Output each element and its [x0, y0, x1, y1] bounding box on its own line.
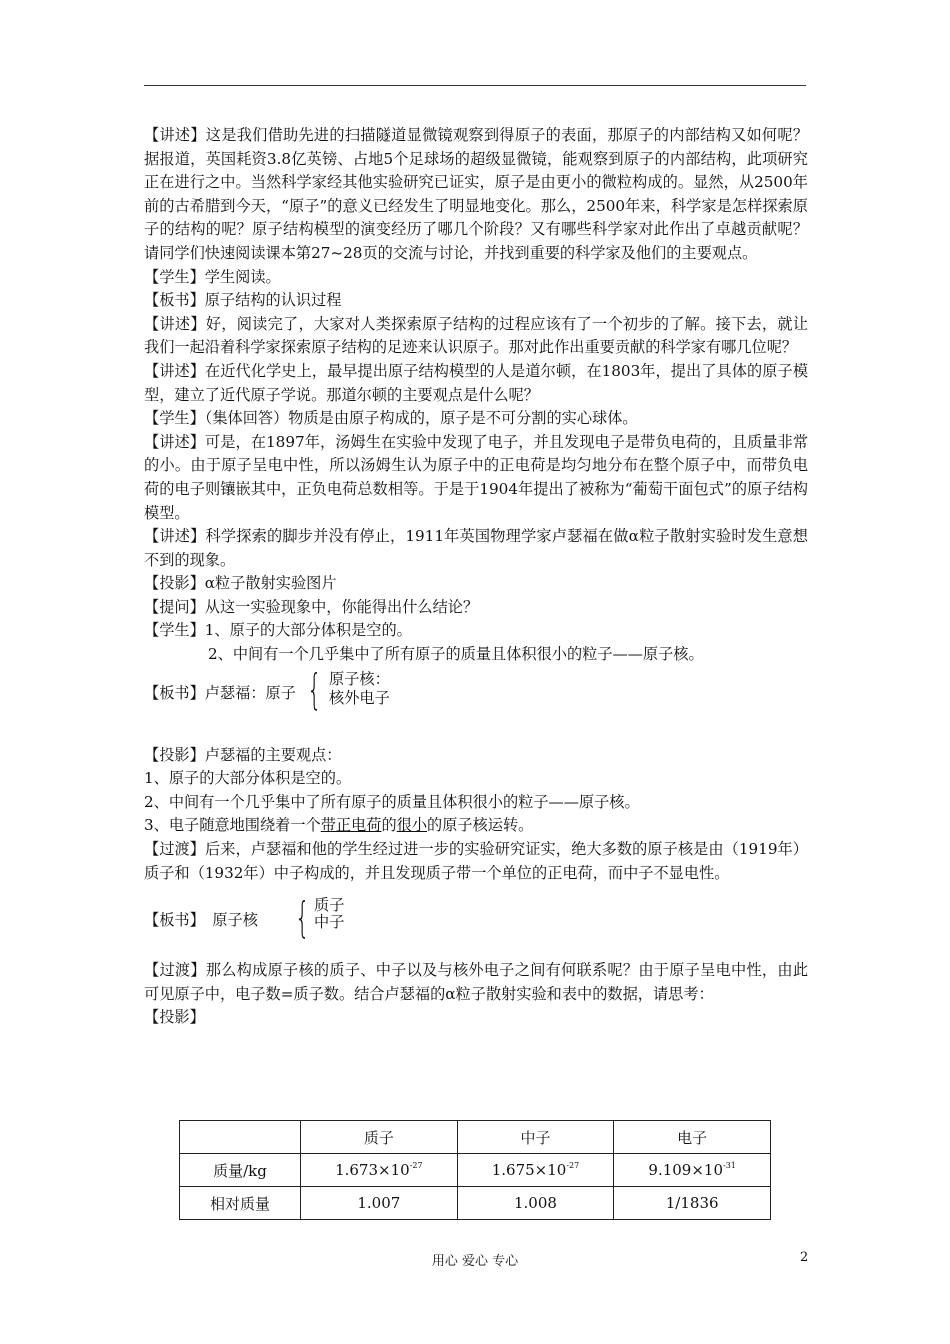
brace-item: 核外电子: [329, 688, 390, 707]
table-header-row: [180, 1121, 771, 1154]
table-header: 质子: [301, 1121, 458, 1154]
transition-2: 【过渡】那么构成原子核的质子、中子以及与核外电子之间有何联系呢？由于原子呈电中性，由此可见原子中，电子数=质子数。结合卢瑟福的α粒子散射实验和表中的数据，请思考：: [144, 961, 808, 1003]
table-header: 中子: [457, 1121, 614, 1154]
paragraph: 【学生】学生阅读。: [144, 267, 281, 286]
brace-item: 质子: [314, 896, 345, 915]
table-header: [180, 1121, 301, 1154]
document-body: [144, 124, 808, 1030]
paragraph: 【讲述】在近代化学史上，最早提出原子结构模型的人是道尔顿，在1803年，提出了具体的原子模型，建立了近代原子学说。那道尔顿的主要观点是什么呢？: [144, 361, 809, 404]
board-nucleus: [144, 893, 808, 945]
board-label: 【板书】 原子核: [144, 911, 258, 930]
paragraph: 【投影】α粒子散射实验图片: [144, 574, 337, 593]
table-cell: 质量/kg: [180, 1154, 301, 1187]
paragraph: 【讲述】这是我们借助先进的扫描隧道显微镜观察到得原子的表面，那原子的内部结构又如何呢？据报道，英国耗资3.8亿英镑、占地5个足球场的超级显微镜，能观察到原子的内部结构，此项研究正在进行之中。当然科学家经其他实验研究已证实，原子是由更小的微粒构成的。显然，从2500年前的古希腊到今天，“原子”的意义已经发生了明显地变化。那么，2500年来，科学家是怎样探索原子的结构的呢？原子结构模型的演变经历了哪几个阶段？又有哪些科学家对此作出了卓越贡献呢？请同学们快速阅读课本第27~28页的交流与讨论，并找到重要的科学家及他们的主要观点。: [144, 126, 809, 262]
table-row: [180, 1154, 771, 1187]
brace-item: 中子: [314, 913, 345, 932]
table-cell: $1.673\times 10^{-27}$: [301, 1154, 458, 1187]
table-header: 电子: [614, 1121, 771, 1154]
table-cell: 1.008: [457, 1187, 614, 1220]
brace-icon: {: [295, 893, 310, 943]
header-rule: [144, 85, 806, 86]
point-3: 3、电子随意地围绕着一个带正电荷的很小的原子核运转。: [144, 816, 534, 835]
table-cell: 1/1836: [614, 1187, 771, 1220]
board-label: 【板书】卢瑟福：原子: [144, 683, 296, 702]
projection-2: 【投影】: [144, 1008, 205, 1027]
point-2: 2、中间有一个几乎集中了所有原子的质量且体积很小的粒子——原子核。: [144, 792, 640, 811]
paragraph: 【讲述】科学探索的脚步并没有停止，1911年英国物理学家卢瑟福在做α粒子散射实验时发生意想不到的现象。: [144, 527, 808, 569]
page-number: 2: [800, 1250, 809, 1265]
table-cell: 1.007: [301, 1187, 458, 1220]
paragraph: 【学生】（集体回答）物质是由原子构成的，原子是不可分割的实心球体。: [144, 409, 638, 428]
table-cell: $9.109\times 10^{-31}$: [614, 1154, 771, 1187]
brace-items: [329, 670, 390, 708]
paragraph: 【板书】原子结构的认识过程: [144, 291, 342, 310]
paragraph: 【提问】从这一实验现象中，你能得出什么结论？: [144, 597, 479, 616]
brace-item: 原子核：: [329, 669, 390, 688]
paragraph: 【学生】1、原子的大部分体积是空的。: [144, 621, 412, 640]
projection-title: 【投影】卢瑟福的主要观点：: [144, 745, 342, 764]
transition-1: 【过渡】后来，卢瑟福和他的学生经过进一步的实验研究证实，绝大多数的原子核是由（1919年）质子和（1932年）中子构成的，并且发现质子带一个单位的正电荷，而中子不显电性。: [144, 840, 808, 882]
board-rutherford: [144, 664, 808, 718]
particle-table: [179, 1120, 771, 1220]
student-point-2: 2、中间有一个几乎集中了所有原子的质量且体积很小的粒子——原子核。: [208, 645, 704, 664]
table-cell: $1.675\times 10^{-27}$: [457, 1154, 614, 1187]
table-cell: 相对质量: [180, 1187, 301, 1220]
paragraph: 【讲述】可是，在1897年，汤姆生在实验中发现了电子，并且发现电子是带负电荷的，且质量非常的小。由于原子呈电中性，所以汤姆生认为原子中的正电荷是均匀地分布在整个原子中，而带负电荷的电子则镶嵌其中，正负电荷总数相等。于是于1904年提出了被称为“葡萄干面包式”的原子结构模型。: [144, 432, 809, 522]
brace-items: [314, 897, 344, 931]
paragraph: 【讲述】好，阅读完了，大家对人类探索原子结构的过程应该有了一个初步的了解。接下去，就让我们一起沿着科学家探索原子结构的足迹来认识原子。那对此作出重要贡献的科学家有哪几位呢？: [144, 314, 809, 357]
table-row: [180, 1187, 771, 1220]
point-1: 1、原子的大部分体积是空的。: [144, 769, 352, 788]
brace-icon: {: [307, 664, 322, 714]
footer-motto: 用心 爱心 专心: [431, 1254, 519, 1269]
